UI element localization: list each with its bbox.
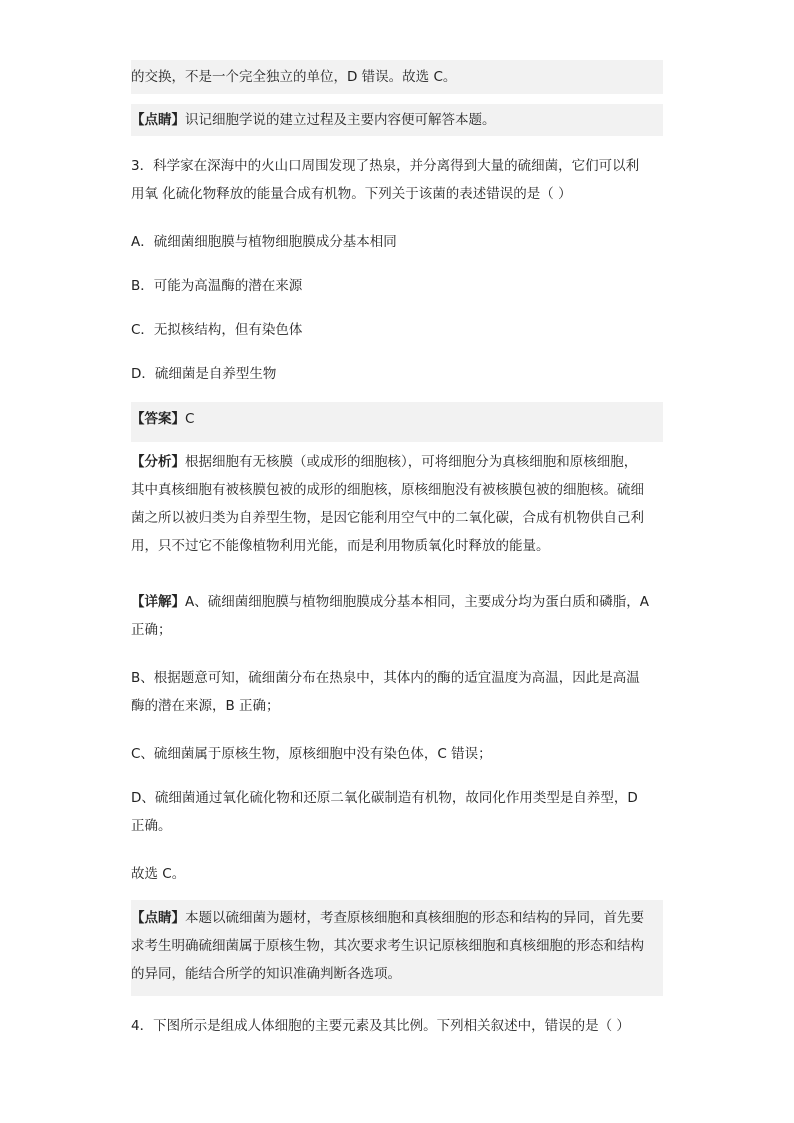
answer-block: [131, 402, 663, 442]
detail-b: B、根据题意可知，硫细菌分布在热泉中，其体内的酶的适宜温度为高温，因此是高温 酶的潜在来源，B 正确；: [131, 670, 640, 714]
analysis-tag: 【分析】: [131, 454, 185, 470]
comment-block: 【点睛】本题以硫细菌为题材，考查原核细胞和真核细胞的形态和结构的异同，首先要 求考生明确硫细菌属于原核生物，其次要求考生识记原核细胞和真核细胞的形态和结构 的异同，能结合所学的知识准确判断各选项。: [131, 900, 663, 996]
detail-tag: 【详解】: [131, 594, 185, 610]
analysis-block: 【分析】根据细胞有无核膜（或成形的细胞核），可将细胞分为真核细胞和原核细胞， 其中真核细胞有被核膜包被的成形的细胞核，原核细胞没有被核膜包被的细胞核。硫细 菌之所以被归类为自养型生物，是因它能利用空气中的二氧化碳，合成有机物供自己利 用，只不过它不能像植物利用光能，而是利用物质氧化时释放的能量。: [131, 454, 644, 554]
answer-value: C: [185, 411, 195, 427]
text-line: 【点睛】识记细胞学说的建立过程及主要内容便可解答本题。: [131, 112, 496, 128]
previous-comment: [131, 104, 663, 136]
question-line: 3．科学家在深海中的火山口周围发现了热泉，并分离得到大量的硫细菌，它们可以利: [131, 158, 640, 174]
comment-tag: 【点睛】: [131, 910, 185, 926]
detail-c: C、硫细菌属于原核生物，原核细胞中没有染色体，C 错误；: [131, 746, 492, 762]
question-4: 4．下图所示是组成人体细胞的主要元素及其比例。下列相关叙述中，错误的是（ ）: [131, 1018, 630, 1034]
conclusion: 故选 C。: [131, 866, 186, 882]
option-a: A．硫细菌细胞膜与植物细胞膜成分基本相同: [131, 234, 397, 250]
previous-detail-tail: [131, 60, 663, 94]
answer-tag: 【答案】: [131, 411, 185, 427]
question-3: [131, 152, 663, 208]
comment-tag: 【点睛】: [131, 112, 185, 128]
detail-a: 【详解】A、硫细菌细胞膜与植物细胞膜成分基本相同，主要成分均为蛋白质和磷脂，A 正确；: [131, 594, 649, 638]
option-d: D．硫细菌是自养型生物: [131, 366, 277, 382]
question-line: 用氧 化硫化物释放的能量合成有机物。下列关于该菌的表述错误的是（ ）: [131, 186, 572, 202]
detail-d: D、硫细菌通过氧化硫化物和还原二氧化碳制造有机物，故同化作用类型是自养型，D 正确。: [131, 790, 638, 834]
option-c: C．无拟核结构，但有染色体: [131, 322, 303, 338]
text-line: 的交换，不是一个完全独立的单位，D 错误。故选 C。: [131, 69, 457, 85]
option-b: B．可能为高温酶的潜在来源: [131, 278, 303, 294]
